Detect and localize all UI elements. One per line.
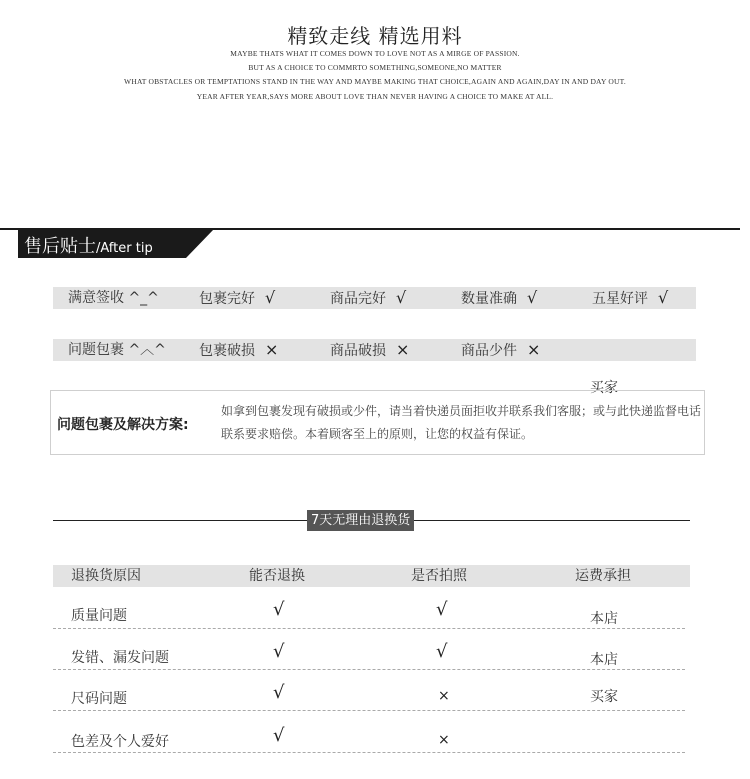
check-icon: √ bbox=[273, 682, 285, 703]
header-text-line: YEAR AFTER YEAR,SAYS MORE ABOUT LOVE THAN NEVER HAVING A CHOICE TO MAKE AT ALL. bbox=[196, 92, 554, 101]
solution-text: 如拿到包裹发现有破损或少件，请当着快递员面拒收并联系我们客服；或与此快递监督电话联系要求赔偿。本着顾客至上的原则，让您的权益有保证。 bbox=[221, 404, 702, 441]
reason-cell: 色差及个人爱好 bbox=[71, 734, 169, 750]
column-header: 退换货原因 bbox=[71, 568, 141, 584]
check-icon: √ bbox=[436, 641, 448, 662]
table-header bbox=[53, 565, 690, 587]
table-row bbox=[53, 712, 685, 753]
bar-item: 问题包裹 ^︿^ bbox=[68, 342, 166, 358]
bar-item: 包裹完好 √ bbox=[199, 288, 276, 307]
check-icon: √ bbox=[273, 599, 285, 620]
bar-item: 数量准确 √ bbox=[461, 288, 538, 307]
table-row bbox=[53, 629, 685, 670]
solution-title: 问题包裹及解决方案: bbox=[57, 417, 189, 433]
table-row bbox=[53, 588, 685, 629]
cross-icon: × bbox=[438, 688, 450, 704]
column-header: 运费承担 bbox=[575, 568, 631, 584]
return-policy-label: 7天无理由退换货 bbox=[307, 510, 414, 531]
bar-item: 商品少件 × bbox=[461, 340, 541, 359]
check-icon: √ bbox=[273, 725, 285, 746]
cross-icon: × bbox=[265, 340, 279, 359]
header-text-line: BUT AS A CHOICE TO COMMRTO SOMETHING,SOMEONE,NO MATTER bbox=[248, 63, 502, 72]
shipping-cell: 本店 bbox=[590, 611, 618, 627]
bar-item: 五星好评 √ bbox=[592, 288, 669, 307]
shipping-cell: 买家 bbox=[590, 689, 618, 705]
banner-title-zh: 售后贴士 bbox=[24, 236, 96, 257]
column-header: 是否拍照 bbox=[411, 568, 467, 584]
cross-icon: × bbox=[396, 340, 410, 359]
bar-item: 商品完好 √ bbox=[330, 288, 407, 307]
check-icon: √ bbox=[527, 288, 538, 307]
bar-item: 包裹破损 × bbox=[199, 340, 279, 359]
buyer-label: 买家 bbox=[590, 380, 618, 396]
table-row bbox=[53, 670, 685, 711]
solution-box bbox=[50, 390, 705, 455]
check-icon: √ bbox=[436, 599, 448, 620]
shipping-cell: 本店 bbox=[590, 652, 618, 668]
bar-item: 满意签收 ^_^ bbox=[68, 290, 159, 306]
check-icon: √ bbox=[273, 641, 285, 662]
after-tip-banner bbox=[18, 229, 214, 258]
check-icon: √ bbox=[265, 288, 276, 307]
header-text-line: WHAT OBSTACLES OR TEMPTATIONS STAND IN THE WAY AND MAYBE MAKING THAT CHOICE,AGAIN AND AGAIN,DAY IN AND DAY OUT. bbox=[124, 77, 626, 86]
cross-icon: × bbox=[527, 340, 541, 359]
satisfied-bar bbox=[53, 287, 696, 309]
bar-item: 商品破损 × bbox=[330, 340, 410, 359]
column-header: 能否退换 bbox=[249, 568, 305, 584]
header-text-line: MAYBE THATS WHAT IT COMES DOWN TO LOVE NOT AS A MIRGE OF PASSION. bbox=[230, 49, 520, 58]
reason-cell: 尺码问题 bbox=[71, 691, 127, 707]
reason-cell: 发错、漏发问题 bbox=[71, 650, 169, 666]
banner-text bbox=[24, 232, 153, 258]
check-icon: √ bbox=[658, 288, 669, 307]
page-title: 精致走线 精选用料 bbox=[287, 24, 463, 48]
banner-title-en: /After tip bbox=[96, 241, 153, 256]
reason-cell: 质量问题 bbox=[71, 608, 127, 624]
check-icon: √ bbox=[396, 288, 407, 307]
problem-bar bbox=[53, 339, 696, 361]
cross-icon: × bbox=[438, 732, 450, 748]
